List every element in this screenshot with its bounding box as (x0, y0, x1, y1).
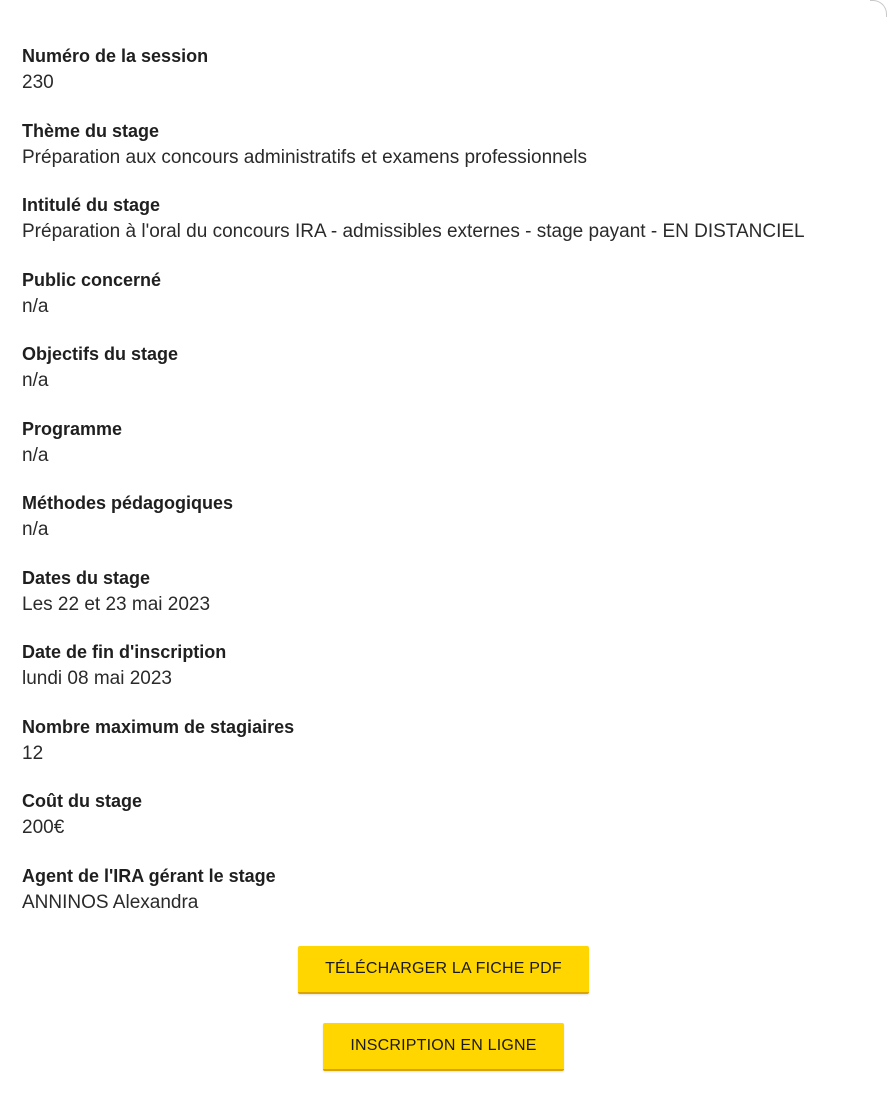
field-programme (22, 416, 882, 491)
field-value: 200€ (22, 817, 65, 838)
field-label: Intitulé du stage (22, 195, 161, 215)
field-label: Thème du stage (22, 120, 160, 141)
field-label: Coût du stage (22, 791, 142, 811)
field-objectives (22, 341, 882, 416)
field-value: Les 22 et 23 mai 2023 (22, 593, 211, 615)
field-stage-theme (22, 118, 882, 193)
field-label: Programme (22, 418, 123, 439)
field-label: Méthodes pédagogiques (22, 493, 234, 513)
field-value: lundi 08 mai 2023 (22, 668, 172, 689)
field-value: ANNINOS Alexandra (22, 891, 199, 913)
field-value: 12 (22, 742, 44, 764)
field-label: Dates du stage (22, 567, 151, 588)
session-details (22, 43, 882, 937)
field-value: Préparation à l'oral du concours IRA - admissibles externes - stage payant - EN DISTANCIEL (22, 221, 805, 242)
field-label: Date de fin d'inscription (22, 642, 227, 662)
field-label: Public concerné (22, 269, 162, 290)
field-value: n/a (22, 444, 49, 466)
field-session-number (22, 43, 882, 118)
field-label: Numéro de la session (22, 46, 209, 66)
field-max-trainees (22, 714, 882, 789)
field-value: n/a (22, 519, 49, 540)
field-value: Préparation aux concours administratifs et examens professionnels (22, 146, 588, 168)
field-stage-cost (22, 788, 882, 863)
online-registration-button[interactable]: INSCRIPTION EN LIGNE (323, 1023, 564, 1071)
field-label: Objectifs du stage (22, 344, 179, 364)
action-buttons (0, 946, 887, 1071)
field-teaching-methods (22, 490, 882, 565)
field-registration-deadline (22, 639, 882, 714)
field-value: n/a (22, 295, 49, 317)
download-pdf-button[interactable]: TÉLÉCHARGER LA FICHE PDF (298, 946, 589, 994)
window-corner (870, 0, 887, 17)
field-label: Agent de l'IRA gérant le stage (22, 865, 276, 886)
field-target-audience (22, 267, 882, 342)
field-stage-title (22, 192, 882, 267)
field-value: n/a (22, 370, 49, 391)
field-managing-agent (22, 863, 882, 938)
field-label: Nombre maximum de stagiaires (22, 716, 295, 737)
field-stage-dates (22, 565, 882, 640)
field-value: 230 (22, 72, 54, 93)
